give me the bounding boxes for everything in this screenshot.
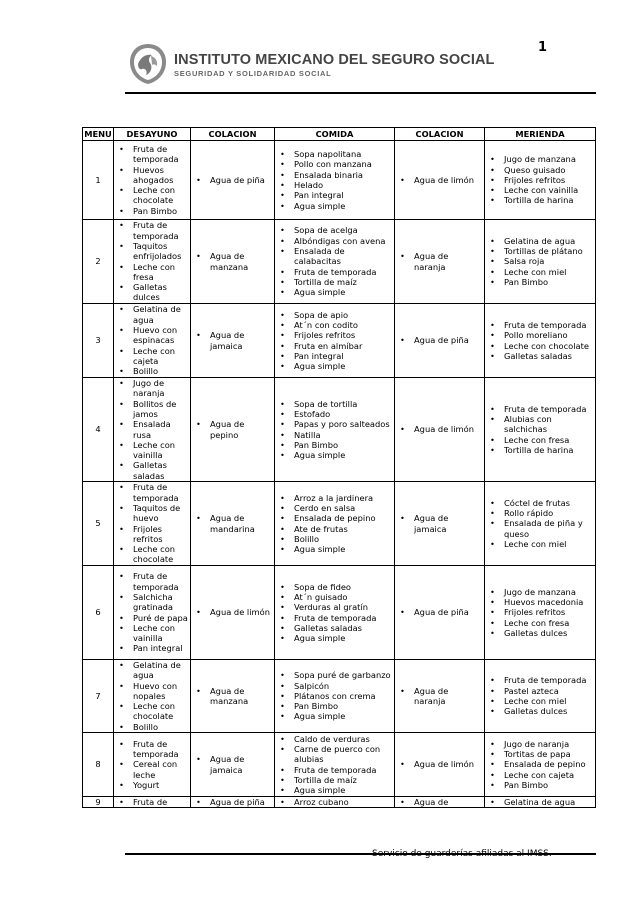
list-item: • Agua de jamaica (395, 513, 484, 534)
list-item: • Agua de pepino (191, 419, 274, 440)
list-item: • Arroz a la jardinera (275, 493, 394, 503)
list-item: • Tortilla de harina (485, 195, 595, 205)
list-item: • Ensalada binaria (275, 170, 394, 180)
list-item: • Agua de naranja (395, 686, 484, 707)
list-item: • Cereal con leche (114, 759, 190, 780)
list-item: • Fruta de temporada (114, 220, 190, 241)
list-item: • Bolillo (114, 722, 190, 732)
merienda-list (485, 498, 595, 549)
list-item: • Leche con fresa (114, 262, 190, 283)
colacion1-list (191, 607, 274, 617)
list-item: • Yogurt (114, 780, 190, 790)
table-row (83, 733, 596, 797)
colacion1-cell (191, 566, 275, 660)
table-row (83, 797, 596, 808)
list-item: • Leche con chocolate (114, 544, 190, 565)
colacion1-list (191, 686, 274, 707)
comida-cell (275, 220, 395, 304)
list-item: • Pan Bimbo (275, 440, 394, 450)
desayuno-list (114, 304, 190, 376)
column-header-desayuno: DESAYUNO (114, 128, 191, 141)
comida-cell (275, 566, 395, 660)
merienda-cell (485, 482, 596, 566)
list-item: • Verduras al gratín (275, 602, 394, 612)
list-item: • Frijoles refritos (275, 330, 394, 340)
list-item: • Galletas dulces (485, 706, 595, 716)
desayuno-cell (114, 378, 191, 482)
colacion1-cell (191, 733, 275, 797)
table-row (83, 482, 596, 566)
list-item: • Pan Bimbo (485, 780, 595, 790)
list-item: • Jugo de manzana (485, 154, 595, 164)
list-item: • Galletas saladas (275, 623, 394, 633)
list-item: • Jugo de naranja (485, 739, 595, 749)
column-header-colacion: COLACION (191, 128, 275, 141)
list-item: • Tortitas de papa (485, 749, 595, 759)
table-row (83, 660, 596, 733)
merienda-list (485, 797, 595, 807)
colacion2-list (395, 251, 484, 272)
imss-eagle-logo-icon (126, 42, 170, 86)
list-item: • Arroz cubano (275, 797, 394, 807)
list-item: • Caldo de verduras (275, 734, 394, 744)
list-item: • Taquitos de huevo (114, 503, 190, 524)
comida-cell (275, 378, 395, 482)
list-item: • At´n guisado (275, 592, 394, 602)
colacion1-cell (191, 141, 275, 220)
list-item: • Leche con cajeta (485, 770, 595, 780)
menu-number-cell: 2 (83, 220, 114, 304)
list-item: • Agua de naranja (395, 251, 484, 272)
list-item: • Fruta de temporada (275, 613, 394, 623)
merienda-cell (485, 304, 596, 378)
list-item: • Pollo con manzana (275, 159, 394, 169)
desayuno-cell (114, 733, 191, 797)
list-item: • Fruta de temporada (114, 739, 190, 760)
menu-number-cell: 6 (83, 566, 114, 660)
list-item: • Agua simple (275, 633, 394, 643)
list-item: • Sopa de tortilla (275, 399, 394, 409)
colacion2-list (395, 175, 484, 185)
list-item: • Tortilla de harina (485, 445, 595, 455)
list-item: • Galletas dulces (485, 628, 595, 638)
page-number: 1 (538, 40, 548, 55)
comida-list (275, 149, 394, 211)
comida-list (275, 225, 394, 297)
list-item: • Bollitos de jamos (114, 399, 190, 420)
list-item: • Agua simple (275, 287, 394, 297)
colacion2-list (395, 686, 484, 707)
list-item: • Ate de frutas (275, 524, 394, 534)
colacion1-cell (191, 378, 275, 482)
list-item: • Leche con miel (485, 696, 595, 706)
list-item: • Fruta de temporada (114, 482, 190, 503)
colacion1-list (191, 513, 274, 534)
column-header-colacion-2: COLACION (395, 128, 485, 141)
list-item: • Agua simple (275, 711, 394, 721)
list-item: • Leche con miel (485, 267, 595, 277)
colacion1-list (191, 419, 274, 440)
menu-number-cell: 7 (83, 660, 114, 733)
list-item: • Agua de piña (395, 607, 484, 617)
list-item: • Pan Bimbo (275, 701, 394, 711)
list-item: • Agua simple (275, 361, 394, 371)
list-item: • Pollo moreliano (485, 330, 595, 340)
list-item: • Agua simple (275, 785, 394, 795)
colacion2-cell (395, 220, 485, 304)
list-item: • Agua de limón (395, 759, 484, 769)
table-row (83, 141, 596, 220)
comida-cell (275, 482, 395, 566)
colacion1-cell (191, 304, 275, 378)
list-item: • Queso guisado (485, 165, 595, 175)
menu-number-cell: 9 (83, 797, 114, 808)
merienda-list (485, 320, 595, 361)
list-item: • Fruta de temporada (114, 144, 190, 165)
list-item: • Cóctel de frutas (485, 498, 595, 508)
list-item: • Estofado (275, 409, 394, 419)
list-item: • Gelatina de agua (485, 797, 595, 807)
list-item: • Huevos macedonia (485, 597, 595, 607)
list-item: • Gelatina de agua (485, 236, 595, 246)
desayuno-list (114, 144, 190, 216)
list-item: • Ensalada de calabacitas (275, 246, 394, 267)
institution-name: INSTITUTO MEXICANO DEL SEGURO SOCIAL (174, 52, 495, 68)
list-item: • Ensalada de pepino (485, 759, 595, 769)
colacion2-list (395, 607, 484, 617)
list-item: • Agua de manzana (191, 251, 274, 272)
list-item: • Pan integral (275, 190, 394, 200)
list-item: • Tortilla de maíz (275, 277, 394, 287)
list-item: • Sopa napolitana (275, 149, 394, 159)
list-item: • Alubias con salchichas (485, 414, 595, 435)
list-item: • Salchicha gratinada (114, 592, 190, 613)
list-item: • Sopa de apio (275, 310, 394, 320)
list-item: • At´n con codito (275, 320, 394, 330)
column-header-comida: COMIDA (275, 128, 395, 141)
list-item: • Agua de jamaica (191, 754, 274, 775)
colacion2-list (395, 424, 484, 434)
merienda-cell (485, 797, 596, 808)
list-item: • Pan integral (114, 643, 190, 653)
colacion2-list (395, 335, 484, 345)
list-item: • Carne de puerco con alubias (275, 744, 394, 765)
table-row (83, 378, 596, 482)
comida-list (275, 493, 394, 555)
merienda-list (485, 404, 595, 455)
colacion2-cell (395, 660, 485, 733)
list-item: • Agua de (395, 797, 484, 807)
list-item: • Huevo con espinacas (114, 325, 190, 346)
merienda-cell (485, 660, 596, 733)
colacion1-list (191, 175, 274, 185)
list-item: • Tortillas de plátano (485, 246, 595, 256)
list-item: • Gelatina de agua (114, 660, 190, 681)
desayuno-list (114, 378, 190, 481)
list-item: • Huevos ahogados (114, 165, 190, 186)
colacion2-list (395, 797, 484, 807)
colacion1-cell (191, 660, 275, 733)
list-item: • Puré de papa (114, 613, 190, 623)
list-item: • Helado (275, 180, 394, 190)
colacion1-cell (191, 482, 275, 566)
colacion1-list (191, 330, 274, 351)
desayuno-cell (114, 220, 191, 304)
list-item: • Bolillo (114, 366, 190, 376)
list-item: • Cerdo en salsa (275, 503, 394, 513)
list-item: • Pan Bimbo (485, 277, 595, 287)
colacion2-cell (395, 566, 485, 660)
list-item: • Ensalada de pepino (275, 513, 394, 523)
colacion2-list (395, 759, 484, 769)
list-item: • Leche con vainilla (114, 440, 190, 461)
desayuno-list (114, 797, 190, 807)
list-item: • Agua simple (275, 201, 394, 211)
list-item: • Agua de manzana (191, 686, 274, 707)
list-item: • Jugo de naranja (114, 378, 190, 399)
menu-number-cell: 5 (83, 482, 114, 566)
list-item: • Ensalada de piña y queso (485, 518, 595, 539)
list-item: • Tortilla de maíz (275, 775, 394, 785)
list-item: • Bolillo (275, 534, 394, 544)
menu-table-body (83, 141, 596, 808)
list-item: • Leche con miel (485, 539, 595, 549)
colacion2-cell (395, 797, 485, 808)
header-divider (125, 92, 596, 94)
list-item: • Frijoles refritos (114, 524, 190, 545)
desayuno-list (114, 482, 190, 564)
merienda-cell (485, 378, 596, 482)
desayuno-cell (114, 304, 191, 378)
list-item: • Leche con cajeta (114, 346, 190, 367)
desayuno-cell (114, 660, 191, 733)
desayuno-list (114, 220, 190, 302)
colacion1-list (191, 251, 274, 272)
colacion2-cell (395, 141, 485, 220)
list-item: • Huevo con nopales (114, 681, 190, 702)
list-item: • Leche con chocolate (485, 341, 595, 351)
list-item: • Gelatina de agua (114, 304, 190, 325)
list-item: • Galletas saladas (485, 351, 595, 361)
comida-list (275, 310, 394, 372)
table-row (83, 304, 596, 378)
colacion1-list (191, 797, 274, 807)
colacion1-cell (191, 797, 275, 808)
column-header-menu: MENU (84, 128, 112, 139)
list-item: • Agua de jamaica (191, 330, 274, 351)
list-item: • Fruta de temporada (485, 404, 595, 414)
list-item: • Agua simple (275, 450, 394, 460)
colacion2-cell (395, 482, 485, 566)
colacion2-cell (395, 304, 485, 378)
colacion2-cell (395, 378, 485, 482)
comida-cell (275, 797, 395, 808)
desayuno-cell (114, 482, 191, 566)
desayuno-cell (114, 797, 191, 808)
menu-number-cell: 8 (83, 733, 114, 797)
comida-cell (275, 660, 395, 733)
merienda-list (485, 236, 595, 287)
list-item: • Agua de piña (191, 175, 274, 185)
list-item: • Fruta de temporada (485, 675, 595, 685)
institution-subtitle: SEGURIDAD Y SOLIDARIDAD SOCIAL (174, 69, 332, 78)
colacion1-cell (191, 220, 275, 304)
list-item: • Papas y poro salteados (275, 419, 394, 429)
list-item: • Frijoles refritos (485, 607, 595, 617)
list-item: • Galletas dulces (114, 282, 190, 303)
list-item: • Taquitos enfrijolados (114, 241, 190, 262)
comida-list (275, 670, 394, 721)
menu-table (82, 127, 596, 808)
merienda-cell (485, 733, 596, 797)
menu-number-cell: 3 (83, 304, 114, 378)
list-item: • Sopa de acelga (275, 225, 394, 235)
list-item: • Leche con vainilla (485, 185, 595, 195)
list-item: • Sopa de fideo (275, 582, 394, 592)
list-item: • Fruta de temporada (275, 765, 394, 775)
desayuno-list (114, 571, 190, 653)
table-row (83, 566, 596, 660)
merienda-list (485, 675, 595, 716)
list-item: • Sopa puré de garbanzo (275, 670, 394, 680)
list-item: • Ensalada rusa (114, 419, 190, 440)
merienda-cell (485, 566, 596, 660)
menu-number-cell: 1 (83, 141, 114, 220)
desayuno-list (114, 660, 190, 732)
list-item: • Leche con chocolate (114, 185, 190, 206)
desayuno-cell (114, 566, 191, 660)
colacion2-cell (395, 733, 485, 797)
merienda-list (485, 154, 595, 205)
list-item: • Salpicón (275, 681, 394, 691)
list-item: • Pan integral (275, 351, 394, 361)
comida-list (275, 734, 394, 796)
list-item: • Fruta de temporada (485, 320, 595, 330)
list-item: • Plátanos con crema (275, 691, 394, 701)
list-item: • Agua de limón (191, 607, 274, 617)
colacion2-list (395, 513, 484, 534)
list-item: • Fruta en almíbar (275, 341, 394, 351)
merienda-list (485, 739, 595, 790)
list-item: • Pastel azteca (485, 686, 595, 696)
list-item: • Agua de mandarina (191, 513, 274, 534)
list-item: • Salsa roja (485, 256, 595, 266)
desayuno-cell (114, 141, 191, 220)
list-item: • Rollo rápido (485, 508, 595, 518)
list-item: • Leche con chocolate (114, 701, 190, 722)
list-item: • Leche con vainilla (114, 623, 190, 644)
comida-cell (275, 304, 395, 378)
list-item: • Leche con fresa (485, 618, 595, 628)
list-item: • Fruta de temporada (114, 571, 190, 592)
table-row (83, 220, 596, 304)
colacion1-list (191, 754, 274, 775)
footer-text: Servicio de guarderías afiliadas al IMSS. (372, 849, 552, 859)
list-item: • Agua de piña (191, 797, 274, 807)
comida-list (275, 797, 394, 807)
comida-list (275, 582, 394, 644)
merienda-cell (485, 141, 596, 220)
table-header-row (83, 128, 596, 141)
comida-cell (275, 733, 395, 797)
desayuno-list (114, 739, 190, 790)
list-item: • Leche con fresa (485, 435, 595, 445)
comida-list (275, 399, 394, 461)
list-item: • Fruta de (114, 797, 190, 807)
comida-cell (275, 141, 395, 220)
list-item: • Frijoles refritos (485, 175, 595, 185)
list-item: • Agua de piña (395, 335, 484, 345)
merienda-cell (485, 220, 596, 304)
list-item: • Pan Bimbo (114, 206, 190, 216)
list-item: • Fruta de temporada (275, 267, 394, 277)
list-item: • Agua simple (275, 544, 394, 554)
list-item: • Agua de limón (395, 175, 484, 185)
menu-number-cell: 4 (83, 378, 114, 482)
list-item: • Natilla (275, 430, 394, 440)
list-item: • Albóndigas con avena (275, 236, 394, 246)
list-item: • Galletas saladas (114, 460, 190, 481)
list-item: • Agua de limón (395, 424, 484, 434)
merienda-list (485, 587, 595, 638)
column-header-merienda: MERIENDA (485, 128, 596, 141)
list-item: • Jugo de manzana (485, 587, 595, 597)
